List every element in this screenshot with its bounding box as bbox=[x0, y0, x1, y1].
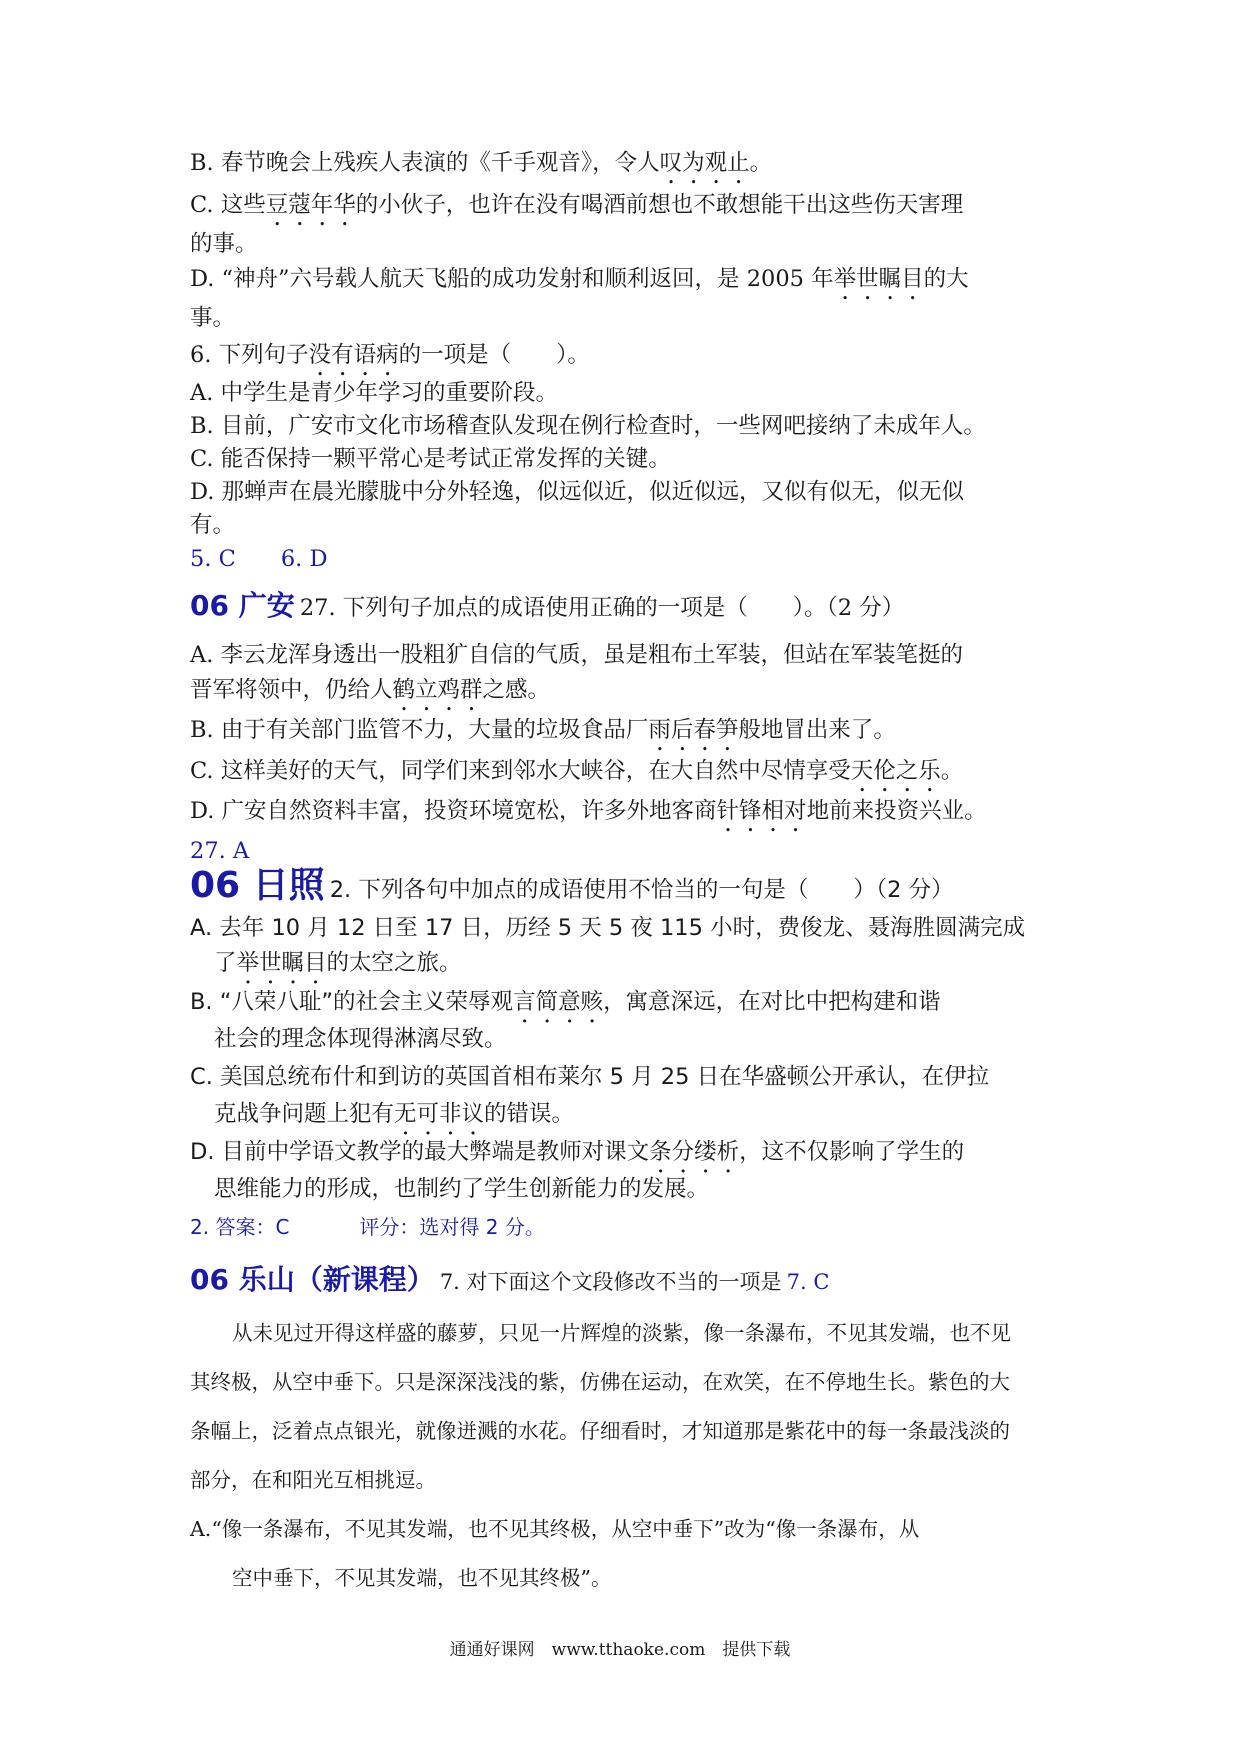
emphasized-idiom: 条分缕析 bbox=[649, 1139, 740, 1165]
emphasized-idiom: 雨后春笋 bbox=[648, 717, 739, 743]
q5-option-c-cont: 的事。 bbox=[190, 231, 258, 257]
passage-line-3: 条幅上，泛着点点银光，就像迸溅的水花。仔细看时，才知道那是紫花中的每一条最浅淡的 bbox=[190, 1419, 1010, 1443]
section-tag: 06 广安 bbox=[190, 589, 295, 622]
guangan-option-a: A. 李云龙浑身透出一股粗犷自信的气质，虽是粗布土军装，但站在军装笔挺的 bbox=[190, 642, 964, 668]
q5-option-d-cont: 事。 bbox=[190, 305, 236, 331]
emphasized-idiom: 叹为观止 bbox=[659, 150, 750, 176]
guangan-option-d: D. 广安自然资料丰富，投资环境宽松，许多外地客商针锋相对地前来投资兴业。 bbox=[190, 798, 987, 824]
emphasized-idiom: 天伦之乐 bbox=[850, 758, 941, 784]
guangan-answer: 27. A bbox=[190, 838, 250, 864]
rizhao-score: 评分：选对得 2 分。 bbox=[359, 1215, 545, 1239]
leshan-heading bbox=[190, 1262, 829, 1302]
emphasized-phrase: 没有语病 bbox=[308, 342, 399, 368]
q6-option-d: D. 那蝉声在晨光朦胧中分外轻逸，似远似近，似近似远，又似有似无，似无似 bbox=[190, 479, 965, 505]
guangan-option-c: C. 这样美好的天气，同学们来到邻水大峡谷，在大自然中尽情享受天伦之乐。 bbox=[190, 758, 964, 784]
q6-option-a: A. 中学生是青少年学习的重要阶段。 bbox=[190, 380, 559, 406]
section-tag: 06 日照 bbox=[190, 865, 325, 906]
emphasized-idiom: 举世瞩目 bbox=[833, 266, 924, 292]
guangan-option-a-cont: 晋军将领中，仍给人鹤立鸡群之感。 bbox=[190, 677, 551, 703]
emphasized-idiom: 针锋相对 bbox=[716, 798, 807, 824]
rizhao-option-b: B. “八荣八耻”的社会主义荣辱观言简意赅，寓意深远，在对比中把构建和谐 bbox=[190, 989, 941, 1015]
passage-line-1: 从未见过开得这样盛的藤萝，只见一片辉煌的淡紫，像一条瀑布，不见其发端，也不见 bbox=[232, 1321, 1011, 1345]
guangan-option-b: B. 由于有关部门监管不力，大量的垃圾食品厂雨后春笋般地冒出来了。 bbox=[190, 717, 896, 743]
emphasized-idiom: 鹤立鸡群 bbox=[392, 677, 483, 703]
emphasized-idiom: 无可非议 bbox=[394, 1101, 485, 1127]
answer-5-6: 5. C 6. D bbox=[190, 546, 328, 572]
passage-line-2: 其终极，从空中垂下。只是深深浅浅的紫，仿佛在运动，在欢笑，在不停地生长。紫色的大 bbox=[190, 1370, 1010, 1394]
q5-option-d: D. “神舟”六号载人航天飞船的成功发射和顺利返回，是 2005 年举世瞩目的大 bbox=[190, 266, 969, 292]
rizhao-option-d-cont: 思维能力的形成，也制约了学生创新能力的发展。 bbox=[214, 1176, 710, 1202]
question-stem: 7. 对下面这个文段修改不当的一项是 bbox=[439, 1270, 782, 1294]
leshan-option-a: A.“像一条瀑布，不见其发端，也不见其终极，从空中垂下”改为“像一条瀑布，从 bbox=[190, 1517, 920, 1541]
rizhao-option-a-cont: 了举世瞩目的太空之旅。 bbox=[214, 950, 462, 976]
guangan-heading bbox=[190, 588, 904, 628]
passage-line-4: 部分，在和阳光互相挑逗。 bbox=[190, 1468, 436, 1492]
rizhao-option-c-cont: 克战争问题上犯有无可非议的错误。 bbox=[214, 1101, 575, 1127]
rizhao-option-d: D. 目前中学语文教学的最大弊端是教师对课文条分缕析，这不仅影响了学生的 bbox=[190, 1139, 965, 1165]
emphasized-idiom: 豆蔻年华 bbox=[265, 192, 356, 218]
leshan-answer: 7. C bbox=[786, 1270, 830, 1294]
q6-stem: 6. 下列句子没有语病的一项是（ ）。 bbox=[190, 342, 590, 368]
section-tag: 06 乐山（新课程） bbox=[190, 1263, 435, 1296]
q5-option-b: B. 春节晚会上残疾人表演的《千手观音》，令人叹为观止。 bbox=[190, 150, 773, 176]
q6-option-c: C. 能否保持一颗平常心是考试正常发挥的关键。 bbox=[190, 446, 671, 472]
rizhao-option-b-cont: 社会的理念体现得淋漓尽致。 bbox=[214, 1026, 507, 1052]
question-stem: 27. 下列句子加点的成语使用正确的一项是（ ）。（2 分） bbox=[299, 595, 905, 621]
rizhao-heading bbox=[190, 864, 954, 914]
page-footer: 通通好课网 www.tthaoke.com 提供下载 bbox=[449, 1640, 791, 1660]
q6-option-b: B. 目前，广安市文化市场稽查队发现在例行检查时，一些网吧接纳了未成年人。 bbox=[190, 413, 986, 439]
rizhao-answer: 2. 答案：C 评分：选对得 2 分。 bbox=[190, 1215, 545, 1239]
emphasized-idiom: 言简意赅 bbox=[513, 989, 604, 1015]
leshan-option-a-cont: 空中垂下，不见其发端，也不见其终极”。 bbox=[232, 1566, 612, 1590]
rizhao-option-c: C. 美国总统布什和到访的英国首相布莱尔 5 月 25 日在华盛顿公开承认，在伊拉 bbox=[190, 1064, 990, 1090]
question-stem: 2. 下列各句中加点的成语使用不恰当的一句是（ ）（2 分） bbox=[329, 877, 954, 903]
rizhao-option-a: A. 去年 10 月 12 日至 17 日，历经 5 天 5 夜 115 小时，费俊龙、聂海胜圆满完成 bbox=[190, 915, 1026, 941]
q5-option-c: C. 这些豆蔻年华的小伙子，也许在没有喝酒前想也不敢想能干出这些伤天害理 bbox=[190, 192, 964, 218]
q6-option-d-cont: 有。 bbox=[190, 512, 236, 538]
emphasized-idiom: 举世瞩目 bbox=[236, 950, 327, 976]
